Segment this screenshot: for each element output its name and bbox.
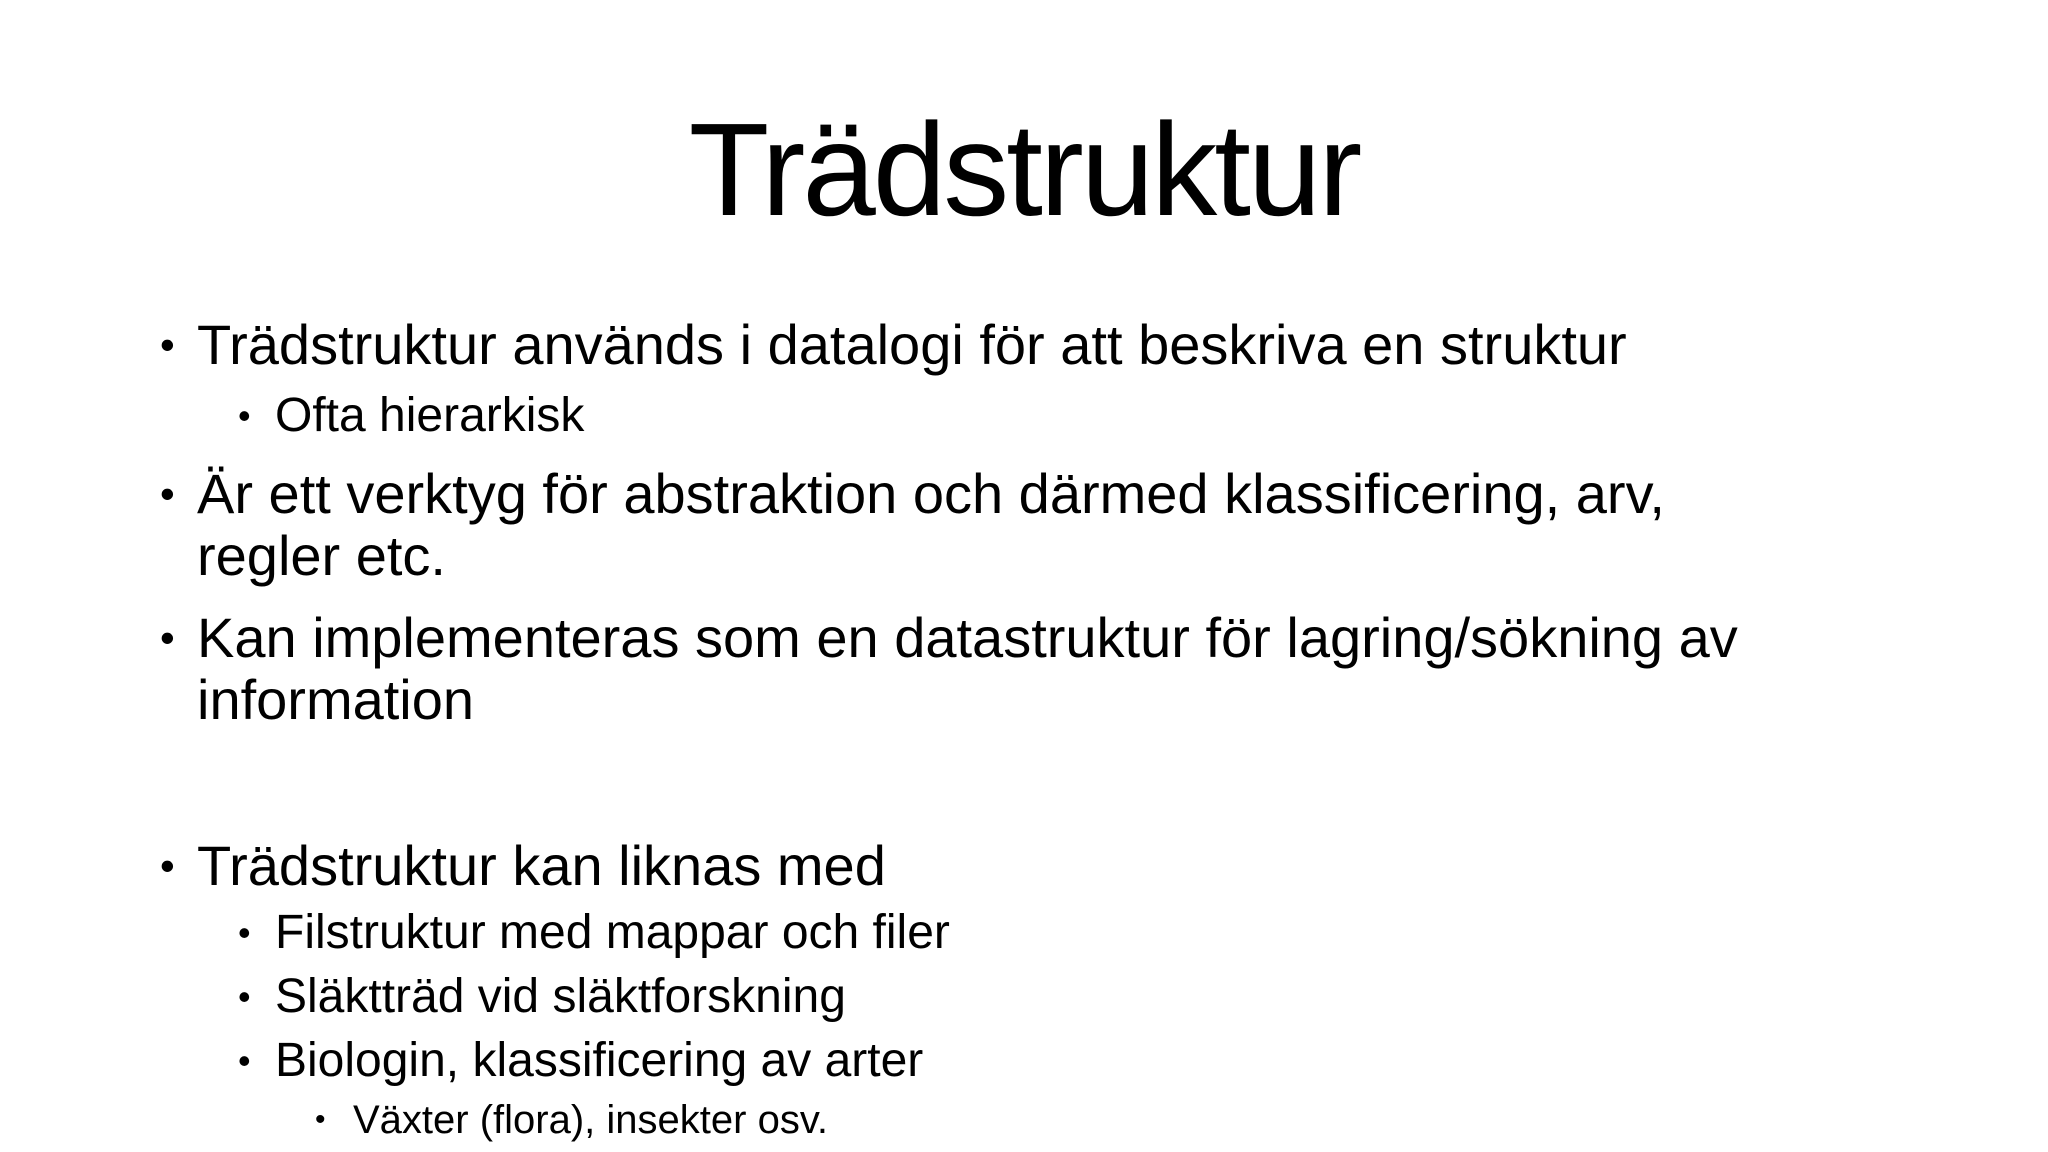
bullet-text: Växter (flora), insekter osv. — [353, 1098, 828, 1142]
bullet-dot: • — [315, 1103, 326, 1136]
bullet-text-line: regler etc. — [197, 524, 446, 587]
bullet-dot: • — [160, 842, 175, 889]
bullet-text-line: information — [197, 668, 475, 731]
bullet-text-line: Är ett verktyg för abstraktion och därmed klassificering, arv, — [197, 462, 1665, 525]
sub-sub-bullet-item — [315, 1094, 828, 1146]
bullet-item — [160, 463, 1665, 587]
bullet-dot: • — [238, 976, 251, 1017]
bullet-text: Trädstruktur kan liknas med — [197, 834, 886, 897]
bullet-text-line: Kan implementeras som en datastruktur för lagring/sökning av — [197, 606, 1738, 669]
sub-bullet-item — [238, 903, 950, 963]
sub-bullet-item — [238, 386, 584, 446]
bullet-text: Trädstruktur används i datalogi för att beskriva en struktur — [197, 313, 1627, 376]
bullet-dot: • — [238, 912, 251, 953]
bullet-text: Biologin, klassificering av arter — [275, 1034, 924, 1087]
bullet-dot: • — [238, 1040, 251, 1081]
bullet-item — [160, 835, 886, 897]
bullet-dot: • — [160, 470, 175, 517]
sub-bullet-item — [238, 1031, 923, 1091]
bullet-dot: • — [238, 395, 251, 436]
bullet-text: Filstruktur med mappar och filer — [275, 906, 950, 959]
bullet-item — [160, 314, 1627, 376]
sub-bullet-item — [238, 967, 846, 1027]
bullet-text: Släktträd vid släktforskning — [275, 970, 846, 1023]
bullet-dot: • — [160, 321, 175, 368]
slide-title: Trädstruktur — [688, 96, 1360, 243]
bullet-dot: • — [160, 614, 175, 661]
bullet-text: Ofta hierarkisk — [275, 389, 585, 442]
bullet-item — [160, 607, 1738, 731]
